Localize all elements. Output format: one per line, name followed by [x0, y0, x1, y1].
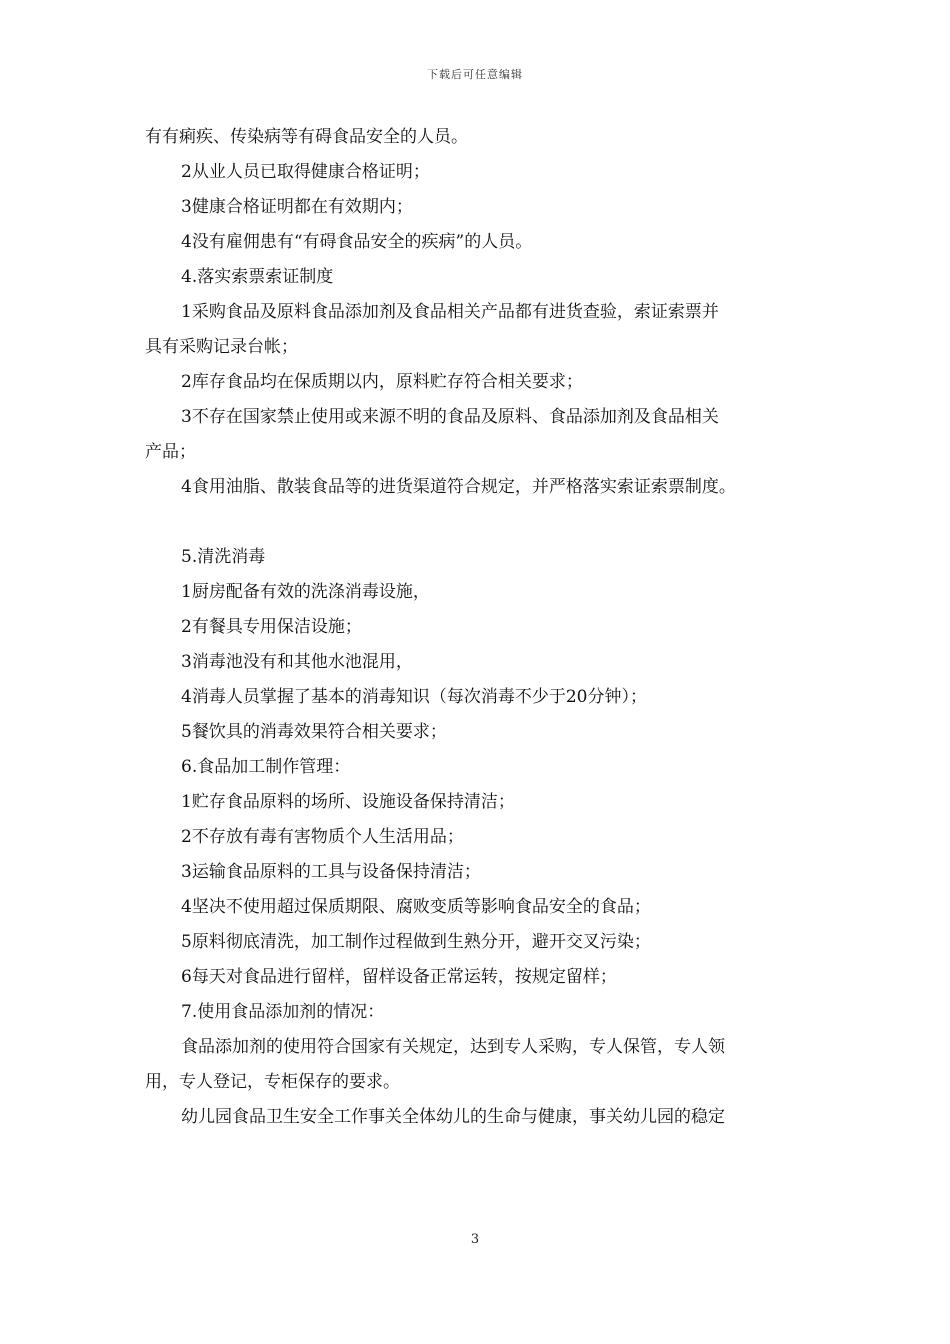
text-line: 具有采购记录台帐；: [145, 337, 298, 357]
list-item: 5餐饮具的消毒效果符合相关要求；: [181, 722, 447, 742]
list-item: 6每天对食品进行留样，留样设备正常运转，按规定留样；: [181, 967, 617, 987]
list-item: 4食用油脂、散装食品等的进货渠道符合规定，并严格落实索证索票制度。: [181, 477, 736, 497]
page-header: 下载后可任意编辑: [427, 68, 523, 81]
list-item: 3健康合格证明都在有效期内；: [181, 197, 413, 217]
text-line: 产品；: [145, 442, 196, 462]
text-line: 用，专人登记，专柜保存的要求。: [145, 1072, 400, 1092]
list-item: 1厨房配备有效的洗涤消毒设施，: [181, 582, 430, 602]
list-item: 4没有雇佣患有“有碍食品安全的疾病”的人员。: [181, 232, 533, 252]
list-item: 2有餐具专用保洁设施；: [181, 617, 362, 637]
list-item: 3消毒池没有和其他水池混用，: [181, 652, 413, 672]
document-body: [145, 120, 825, 1135]
page-number: 3: [470, 1232, 480, 1247]
paragraph-line: 幼儿园食品卫生安全工作事关全体幼儿的生命与健康，事关幼儿园的稳定: [181, 1107, 725, 1127]
list-item: 5原料彻底清洗，加工制作过程做到生熟分开，避开交叉污染；: [181, 932, 651, 952]
list-item: 2从业人员已取得健康合格证明；: [181, 162, 430, 182]
paragraph-gap: [145, 505, 825, 540]
list-item: 2不存放有毒有害物质个人生活用品；: [181, 827, 464, 847]
list-item: 3运输食品原料的工具与设备保持清洁；: [181, 862, 481, 882]
list-item: 3不存在国家禁止使用或来源不明的食品及原料、食品添加剂及食品相关: [181, 407, 719, 427]
text-line: 有有痢疾、传染病等有碍食品安全的人员。: [145, 127, 468, 147]
section-heading: 6.食品加工制作管理：: [181, 757, 351, 777]
list-item: 4坚决不使用超过保质期限、腐败变质等影响食品安全的食品；: [181, 897, 651, 917]
list-item: 1贮存食品原料的场所、设施设备保持清洁；: [181, 792, 515, 812]
section-heading: 7.使用食品添加剂的情况：: [181, 1002, 385, 1022]
paragraph-line: 食品添加剂的使用符合国家有关规定，达到专人采购，专人保管，专人领: [181, 1037, 725, 1057]
section-heading: 5.清洗消毒: [181, 547, 266, 567]
list-item: 1采购食品及原料食品添加剂及食品相关产品都有进货查验，索证索票并: [181, 302, 719, 322]
list-item: 4消毒人员掌握了基本的消毒知识（每次消毒不少于20分钟）；: [181, 687, 647, 707]
list-item: 2库存食品均在保质期以内，原料贮存符合相关要求；: [181, 372, 583, 392]
section-heading: 4.落实索票索证制度: [181, 267, 334, 287]
